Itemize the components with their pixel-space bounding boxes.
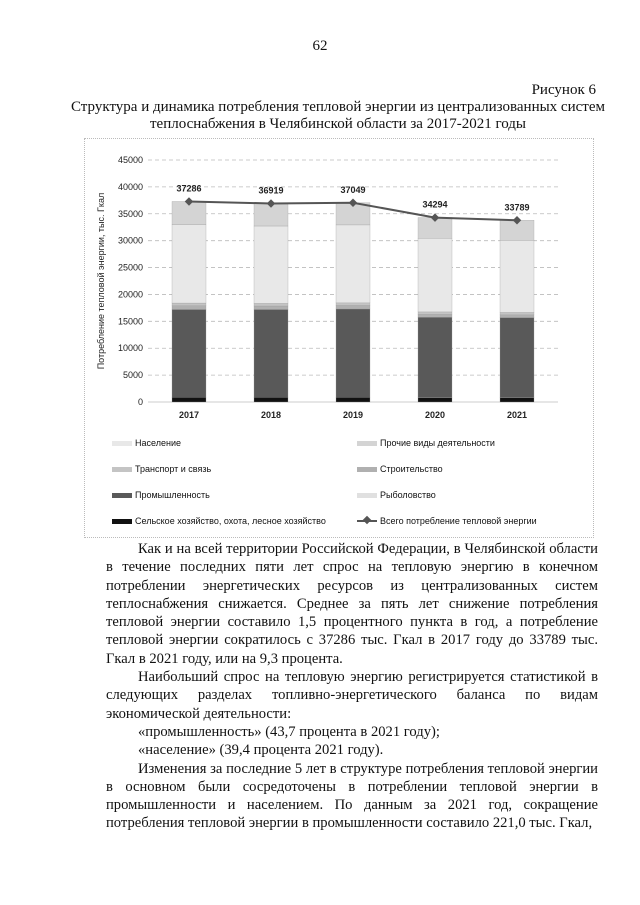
bar-segment: [254, 306, 288, 309]
y-tick-label: 30000: [117, 235, 143, 246]
legend-label-industry: Промышленность: [135, 490, 210, 500]
bar-segment: [254, 303, 288, 306]
x-tick-label: 2018: [260, 410, 282, 420]
bar-segment: [336, 397, 370, 402]
legend-swatch-other: [357, 441, 377, 446]
y-tick-label: 5000: [122, 370, 143, 381]
legend-item-constr: [357, 464, 443, 474]
list-item-industry: «промышленность» (43,7 процента в 2021 году);: [138, 723, 440, 740]
legend-swatch-agri: [112, 519, 132, 524]
legend-item-other: [357, 438, 495, 448]
bar-segment: [336, 225, 370, 303]
bar-segment: [418, 317, 452, 397]
bar-segment: [500, 312, 534, 314]
paragraph-1: Как и на всей территории Российской Федерации, в Челябинской области в течение последних пяти лет спрос на тепловую энергию в конечном потреблении энергетических ресурсов из централизованных систем теплоснабжения снижается. Среднее за пять лет снижение потребления тепловой энергии составило 1,5 процентного пункта в год, а потребление тепловой энергии сократилось с 37286 тыс. Гкал в 2017 году до 33789 тыс. Гкал в 2021 году, или на 9,3 процента.: [106, 541, 598, 667]
data-label: 37049: [340, 184, 366, 195]
legend-label-transport: Транспорт и связь: [135, 464, 212, 474]
y-tick-label: 45000: [117, 155, 143, 165]
y-tick-label: 15000: [117, 316, 143, 327]
legend-item-pop: [112, 438, 181, 448]
legend-label-other: Прочие виды деятельности: [380, 438, 495, 448]
bar-segment: [254, 226, 288, 303]
bar-segment: [254, 310, 288, 398]
legend-item-transport: [112, 464, 211, 474]
list-item-population: «население» (39,4 процента 2021 году).: [138, 742, 384, 759]
bar-segment: [172, 225, 206, 304]
bar-segment: [336, 303, 370, 306]
legend-label-pop: Население: [135, 438, 181, 448]
figure-title: Структура и динамика потребления тепловой энергии из централизованных систем теплоснабжения в Челябинской области за 2017-2021 годы: [71, 99, 605, 132]
legend-label-agri: Сельское хозяйство, охота, лесное хозяйство: [135, 516, 326, 526]
y-tick-label: 20000: [117, 289, 143, 300]
y-tick-label: 10000: [117, 343, 143, 354]
legend-item-total: [357, 516, 537, 526]
figure-label: Рисунок 6: [531, 82, 596, 98]
body-text: [106, 540, 598, 833]
legend-swatch-total: [357, 520, 377, 522]
y-tick-label: 40000: [117, 181, 143, 192]
bar-segment: [500, 315, 534, 318]
legend-label-fish: Рыболовство: [380, 490, 436, 500]
bar-segment: [172, 306, 206, 310]
legend-item-industry: [112, 490, 210, 500]
bar-segment: [172, 310, 206, 398]
y-axis-label: Потребление тепловой энергии, тыс. Гкал: [96, 192, 106, 370]
legend-swatch-transport: [112, 467, 132, 472]
legend-label-total: Всего потребление тепловой энергии: [380, 516, 537, 526]
bar-segment: [418, 238, 452, 312]
bar-segment: [254, 397, 288, 402]
paragraph-3: Изменения за последние 5 лет в структуре потребления тепловой энергии в основном были сосредоточены в потреблении тепловой энергии в промышленности и населением. По данным за 2021 год, сокращение потребления тепловой энергии в промышленности составило 221,0 тыс. Гкал,: [106, 760, 598, 832]
legend-label-constr: Строительство: [380, 464, 443, 474]
data-label: 36919: [258, 185, 284, 196]
bar-segment: [500, 240, 534, 312]
bar-segment: [336, 309, 370, 397]
chart-legend: [112, 438, 582, 534]
heat-consumption-chart: [84, 138, 594, 438]
data-label: 34294: [422, 199, 448, 210]
bar-segment: [336, 305, 370, 308]
legend-swatch-industry: [112, 493, 132, 498]
data-label: 33789: [504, 202, 530, 213]
bar-segment: [172, 303, 206, 306]
x-tick-label: 2020: [424, 410, 446, 420]
legend-swatch-fish: [357, 493, 377, 498]
bar-segment: [418, 314, 452, 317]
legend-item-fish: [357, 490, 436, 500]
x-tick-label: 2017: [178, 410, 200, 420]
bar-segment: [418, 398, 452, 402]
page-number: 62: [312, 38, 328, 54]
legend-swatch-pop: [112, 441, 132, 446]
x-tick-label: 2019: [342, 410, 364, 420]
legend-swatch-constr: [357, 467, 377, 472]
legend-item-agri: [112, 516, 326, 526]
y-tick-label: 35000: [117, 208, 143, 219]
data-label: 37286: [176, 183, 202, 194]
bar-segment: [172, 397, 206, 402]
bar-segment: [500, 318, 534, 398]
x-tick-label: 2021: [506, 410, 528, 420]
y-tick-label: 0: [137, 397, 143, 407]
bar-segment: [500, 398, 534, 402]
bar-segment: [418, 312, 452, 314]
paragraph-2: Наибольший спрос на тепловую энергию регистрируется статистикой в следующих разделах топливно-энергетического баланса по видам экономической деятельности:: [106, 669, 598, 722]
y-tick-label: 25000: [117, 262, 143, 273]
